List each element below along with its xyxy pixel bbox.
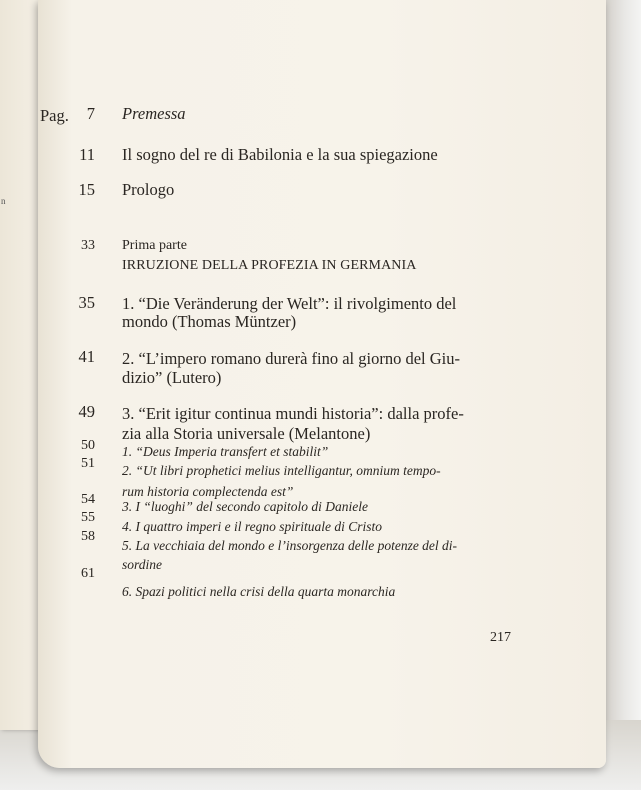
toc-section-line: 2. “Ut libri prophetici melius intelligantur, omnium tempo- [122, 463, 441, 478]
toc-page-number: 55 [81, 510, 95, 525]
toc-page-number: 33 [81, 238, 95, 253]
toc-chapter-line: zia alla Storia universale (Melantone) [122, 424, 371, 443]
facing-page-mark: n [1, 196, 6, 206]
book-page [38, 0, 606, 768]
toc-section-line: 3. I “luoghi” del secondo capitolo di Daniele [122, 499, 368, 514]
toc-section-line: 6. Spazi politici nella crisi della quarta monarchia [122, 584, 396, 599]
toc-section-line: sordine [122, 557, 162, 572]
toc-page-number: 41 [78, 347, 95, 366]
toc-page-number: 61 [81, 566, 95, 581]
toc-page-number: 49 [78, 402, 95, 421]
toc-page-number: 7 [86, 104, 95, 123]
toc-section-line: 1. “Deus Imperia transfert et stabilit” [122, 444, 329, 459]
background-right [601, 0, 641, 790]
toc-page-number: 54 [81, 492, 95, 507]
pag-label: Pag. [40, 106, 69, 125]
toc-page-number: 35 [78, 293, 95, 312]
toc-page-number: 15 [78, 180, 95, 199]
toc-page-number: 11 [79, 145, 95, 164]
toc-entry-prologo: Prologo [122, 180, 175, 199]
page-folio: 217 [490, 630, 511, 645]
toc-chapter-line: dizio” (Lutero) [122, 368, 222, 387]
toc-page-number: 51 [81, 456, 95, 471]
toc-section-line: 5. La vecchiaia del mondo e l’insorgenza delle potenze del di- [122, 538, 458, 553]
toc-chapter-line: 3. “Erit igitur continua mundi historia”: dalla profe- [122, 404, 464, 423]
toc-part-label: Prima parte [122, 238, 187, 253]
toc-section-line: rum historia complectenda est” [122, 484, 294, 499]
toc-page-number: 58 [81, 529, 95, 544]
toc-part-title: IRRUZIONE DELLA PROFEZIA IN GERMANIA [122, 258, 417, 273]
toc-entry-premessa: Premessa [122, 104, 186, 123]
toc-page-number: 50 [81, 438, 95, 453]
toc-chapter-line: 1. “Die Veränderung der Welt”: il rivolgimento del [122, 294, 457, 313]
toc-chapter-line: 2. “L’impero romano durerà fino al giorno del Giu- [122, 349, 461, 368]
toc-chapter-line: mondo (Thomas Müntzer) [122, 312, 297, 331]
toc-entry-sogno: Il sogno del re di Babilonia e la sua spiegazione [122, 145, 438, 164]
toc-section-line: 4. I quattro imperi e il regno spirituale di Cristo [122, 519, 383, 534]
